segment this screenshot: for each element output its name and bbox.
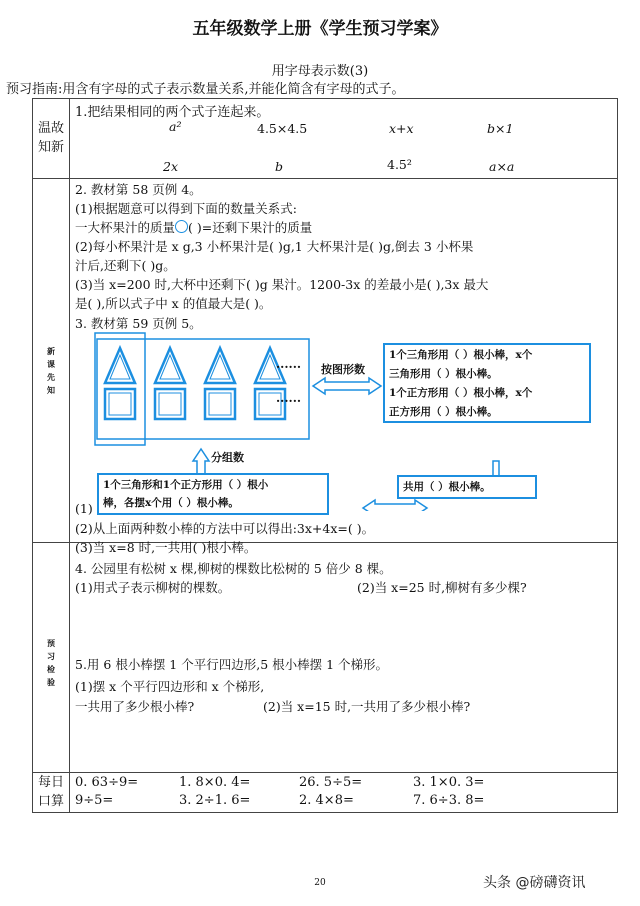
question-2-relation: 一大杯果汁的质量 ( )=还剩下果汁的质量	[75, 220, 313, 235]
expr-top-1: a²	[169, 119, 182, 134]
mental-math-item: 3. 2÷1. 6=	[179, 793, 251, 808]
lesson-subtitle: 用字母表示数(3)	[271, 64, 369, 79]
question-2-part-1: (1)根据题意可以得到下面的数量关系式:	[75, 201, 297, 216]
preview-guide: 预习指南:用含有字母的式子表示数量关系,并能化简含有字母的式子。	[6, 82, 405, 97]
expr-top-3: x+x	[389, 121, 414, 136]
row-label-daily: 每日 口算	[37, 775, 64, 809]
question-5-part-1-cont: 一共用了多少根小棒?	[75, 699, 195, 714]
by-group-answer-box: 1个三角形和1个正方形用（ ）根小 棒，各摆x个用（ ）根小棒。	[97, 473, 329, 515]
row-label-review: 温故 知新	[37, 121, 64, 155]
mental-math-item: 0. 63÷9=	[75, 775, 139, 790]
expr-bottom-2: b	[275, 159, 284, 174]
question-4-part-1: (1)用式子表示柳树的棵数。	[75, 580, 231, 595]
question-2-part-2-cont: 汁后,还剩下( )g。	[75, 258, 176, 273]
question-3-part-1: (1)	[75, 501, 93, 516]
expr-bottom-3: 4.5²	[387, 157, 412, 172]
label-by-shape: 按图形数	[321, 363, 365, 376]
arrow-combine	[363, 500, 427, 511]
mental-math-item: 9÷5=	[75, 793, 114, 808]
mental-math-item: 26. 5÷5=	[299, 775, 363, 790]
row-divider	[33, 772, 617, 773]
worksheet-table	[32, 98, 618, 813]
question-5-part-1: (1)摆 x 个平行四边形和 x 个梯形,	[75, 679, 265, 694]
triangle-shape	[105, 348, 135, 383]
by-shape-answer-box: 1个三角形用（ ）根小棒，x个 三角形用（ ）根小棒。 1个正方形用（ ）根小棒，x个 正方形用（ ）根小棒。	[383, 343, 591, 423]
mental-math-item: 3. 1×0. 3=	[413, 775, 485, 790]
question-2-part-2: (2)每小杯果汁是 x g,3 小杯果汁是( )g,1 大杯果汁是( )g,倒去 3 小杯果	[75, 239, 474, 254]
question-2-part-3: (3)当 x=200 时,大杯中还剩下( )g 果汁。1200-3x 的差最小是( ),3x 最大	[75, 277, 489, 292]
expr-bottom-1: 2x	[163, 159, 179, 174]
expr-top-4: b×1	[487, 121, 514, 136]
question-2: 2. 教材第 58 页例 4。	[75, 182, 202, 197]
operator-circle	[175, 220, 188, 233]
square-row	[105, 389, 285, 419]
question-4-part-2: (2)当 x=25 时,柳树有多少棵?	[357, 580, 527, 595]
watermark: 头条 @磅礴资讯	[483, 875, 586, 891]
triangle-row	[105, 348, 285, 383]
figure-ellipsis: ......	[276, 391, 302, 405]
row-divider	[33, 178, 617, 179]
triangle-shape	[205, 348, 235, 383]
question-5: 5.用 6 根小棒摆 1 个平行四边形,5 根小棒摆 1 个梯形。	[75, 657, 389, 672]
triangle-shape	[155, 348, 185, 383]
mental-math-item: 2. 4×8=	[299, 793, 354, 808]
row-label-preview: 新 课 先 知	[47, 346, 55, 395]
question-3-part-2: (2)从上面两种数小棒的方法中可以得出:3x+4x=( )。	[75, 521, 375, 536]
row-label-check: 预 习 检 验	[47, 638, 55, 687]
label-by-group: 分组数	[211, 451, 244, 464]
question-4: 4. 公园里有松树 x 棵,柳树的棵数比松树的 5 倍少 8 棵。	[75, 561, 392, 576]
arrow-by-shape	[313, 378, 381, 394]
expr-bottom-4: a×a	[489, 159, 515, 174]
expr-top-2: 4.5×4.5	[257, 121, 308, 136]
page-number: 20	[314, 878, 326, 888]
question-5-part-2: (2)当 x=15 时,一共用了多少根小棒?	[263, 699, 471, 714]
figure-ellipsis: ......	[276, 357, 302, 371]
question-3-part-3: (3)当 x=8 时,一共用( )根小棒。	[75, 540, 257, 555]
mental-math-item: 1. 8×0. 4=	[179, 775, 251, 790]
question-2-part-3-cont: 是( ),所以式子中 x 的值最大是( )。	[75, 296, 272, 311]
mental-math-item: 7. 6÷3. 8=	[413, 793, 485, 808]
column-divider	[69, 99, 70, 812]
page-title: 五年级数学上册《学生预习学案》	[192, 19, 448, 39]
question-1: 1.把结果相同的两个式子连起来。	[75, 105, 270, 120]
question-3: 3. 教材第 59 页例 5。	[75, 316, 202, 331]
triangle-inner-row	[110, 355, 280, 379]
total-answer-box: 共用（ ）根小棒。	[397, 475, 537, 499]
